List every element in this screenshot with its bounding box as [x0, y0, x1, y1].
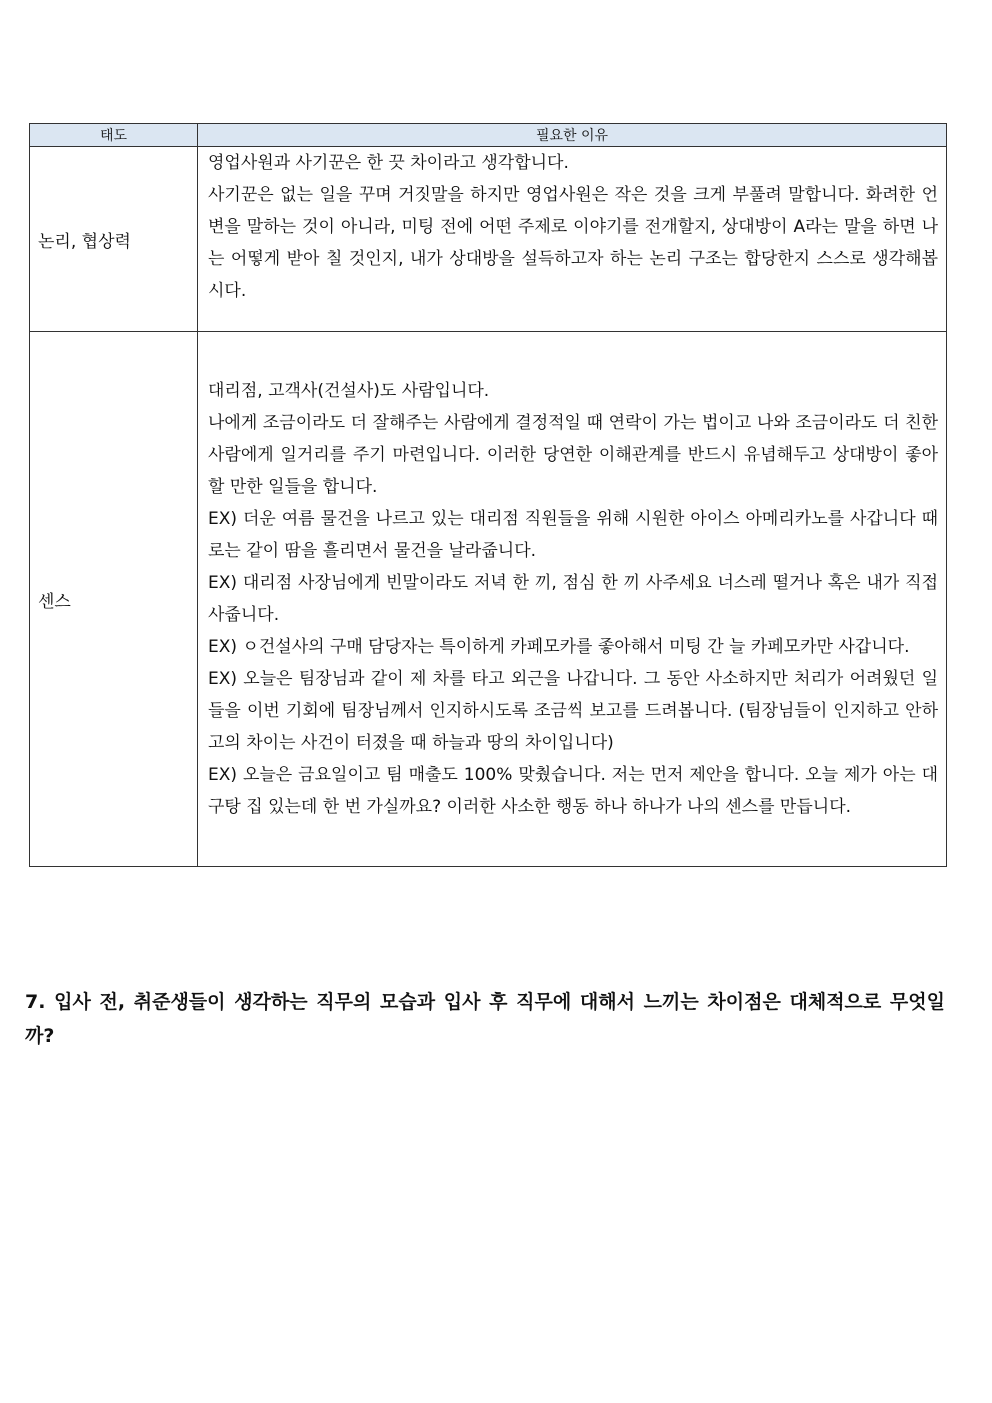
header-attitude: 태도 [30, 124, 198, 147]
table-row [30, 332, 947, 867]
example-paragraph: EX) 더운 여름 물건을 나르고 있는 대리점 직원들을 위해 시원한 아이스 아메리카노를 사갑니다 때로는 같이 땀을 흘리면서 물건을 날라줍니다. [208, 509, 938, 561]
cell-spacer [208, 307, 938, 331]
reason-cell [198, 147, 947, 332]
reason-cell [198, 332, 947, 867]
attitude-label: 센스 [30, 332, 198, 867]
table-row [30, 147, 947, 332]
question-heading: 7. 입사 전, 취준생들이 생각하는 직무의 모습과 입사 후 직무에 대해서 느끼는 차이점은 대체적으로 무엇일까? [25, 991, 945, 1047]
example-paragraph: EX) 오늘은 금요일이고 팀 매출도 100% 맞췄습니다. 저는 먼저 제안을 합니다. 오늘 제가 아는 대구탕 집 있는데 한 번 가실까요? 이러한 사소한 행동 하나 하나가 나의 센스를 만듭니다. [208, 765, 938, 817]
reason-paragraph: 대리점, 고객사(건설사)도 사람입니다. [208, 381, 490, 401]
attitude-label: 논리, 협상력 [30, 147, 198, 332]
example-paragraph: EX) 대리점 사장님에게 빈말이라도 저녁 한 끼, 점심 한 끼 사주세요 너스레 떨거나 혹은 내가 직접 사줍니다. [208, 573, 938, 625]
reason-paragraph: 나에게 조금이라도 더 잘해주는 사람에게 결정적일 때 연락이 가는 법이고 나와 조금이라도 더 친한 사람에게 일거리를 주기 마련입니다. 이러한 당연한 이해관계를 반드시 유념해두고 상대방이 좋아할 만한 일들을 합니다. [208, 413, 938, 497]
reason-paragraph: 사기꾼은 없는 일을 꾸며 거짓말을 하지만 영업사원은 작은 것을 크게 부풀려 말합니다. 화려한 언변을 말하는 것이 아니라, 미팅 전에 어떤 주제로 이야기를 전개할지, 상대방이 A라는 말을 하면 나는 어떻게 받아 칠 것인지, 내가 상대방을 설득하고자 하는 논리 구조는 합당한지 스스로 생각해봅시다. [208, 185, 938, 301]
example-paragraph: EX) 오늘은 팀장님과 같이 제 차를 타고 외근을 나갑니다. 그 동안 사소하지만 처리가 어려웠던 일들을 이번 기회에 팀장님께서 인지하시도록 조금씩 보고를 드려봅니다. (팀장님들이 인지하고 안하고의 차이는 사건이 터졌을 때 하늘과 땅의 차이입니다) [208, 669, 938, 753]
reason-paragraph: 영업사원과 사기꾼은 한 끗 차이라고 생각합니다. [208, 153, 569, 173]
table-header-row [30, 124, 947, 147]
header-reason: 필요한 이유 [198, 124, 947, 147]
example-paragraph: EX) ㅇ건설사의 구매 담당자는 특이하게 카페모카를 좋아해서 미팅 간 늘 카페모카만 사갑니다. [208, 637, 910, 657]
attitude-table [29, 123, 947, 867]
